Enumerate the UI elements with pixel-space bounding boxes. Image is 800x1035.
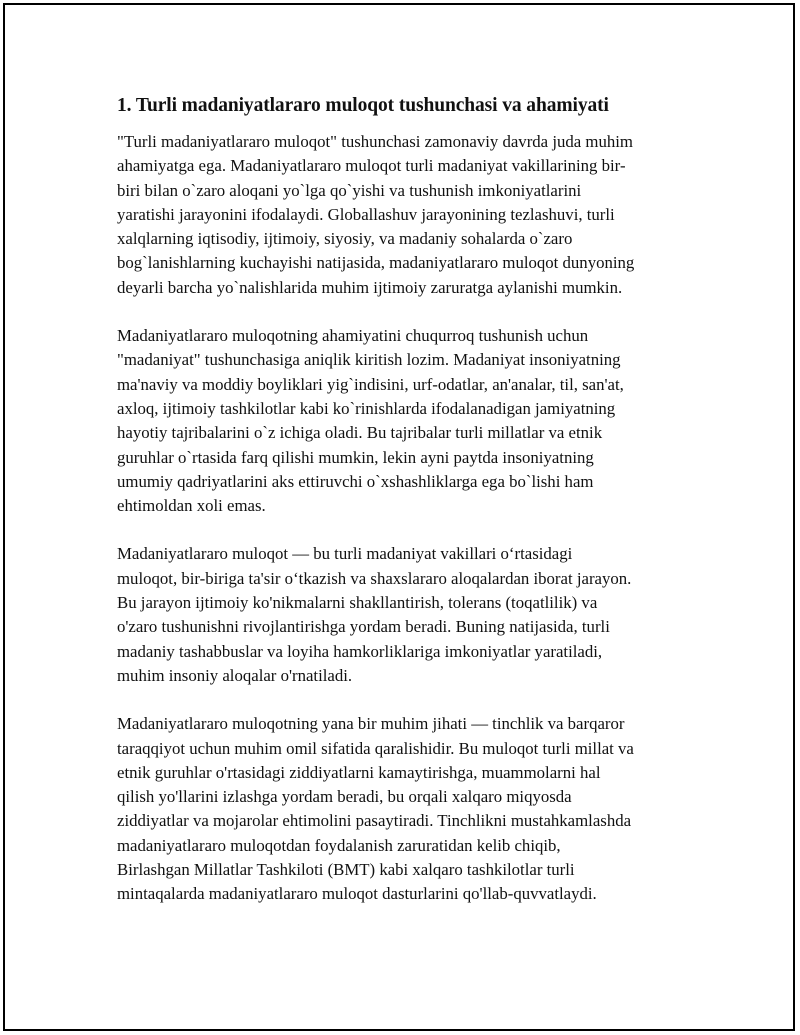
text-line: biri bilan o`zaro aloqani yo`lga qo`yishi va tushunish imkoniyatlarini xyxy=(117,180,582,200)
text-line: Madaniyatlararo muloqot — bu turli madaniyat vakillari o‘rtasidagi xyxy=(117,544,573,564)
paragraph-2 xyxy=(117,324,689,518)
text-line: madaniyatlararo muloqotdan foydalanish zaruratidan kelib chiqib, xyxy=(117,835,561,855)
text-line: deyarli barcha yo`nalishlarida muhim ijtimoiy zaruratga aylanishi mumkin. xyxy=(117,277,623,297)
text-line: etnik guruhlar o'rtasidagi ziddiyatlarni kamaytirishga, muammolarni hal xyxy=(117,762,601,782)
text-line: "Turli madaniyatlararo muloqot" tushunchasi zamonaviy davrda juda muhim xyxy=(117,132,633,151)
text-line: Madaniyatlararo muloqotning ahamiyatini chuqurroq tushunish uchun xyxy=(117,326,589,346)
paragraph-1 xyxy=(117,130,689,300)
text-line: ma'naviy va moddiy boyliklari yig`indisini, urf-odatlar, an'analar, til, san'at, xyxy=(117,374,624,394)
text-line: Birlashgan Millatlar Tashkiloti (BMT) kabi xalqaro tashkilotlar turli xyxy=(117,860,575,880)
text-line: "madaniyat" tushunchasiga aniqlik kiritish lozim. Madaniyat insoniyatning xyxy=(117,350,621,370)
text-line: ahamiyatga ega. Madaniyatlararo muloqot turli madaniyat vakillarining bir- xyxy=(117,156,626,176)
text-line: mintaqalarda madaniyatlararo muloqot dasturlarini qo'llab-quvvatlaydi. xyxy=(117,884,597,904)
text-line: muhim insoniy aloqalar o'rnatiladi. xyxy=(117,665,353,685)
text-line: muloqot, bir-biriga ta'sir o‘tkazish va shaxslararo aloqalardan iborat jarayon. xyxy=(117,568,632,588)
text-line: guruhlar o`rtasida farq qilishi mumkin, lekin ayni paytda insoniyatning xyxy=(117,447,594,467)
paragraph-3 xyxy=(117,542,689,688)
text-line: xalqlarning iqtisodiy, ijtimoiy, siyosiy, va madaniy sohalarda o`zaro xyxy=(117,229,573,249)
text-line: Madaniyatlararo muloqotning yana bir muhim jihati — tinchlik va barqaror xyxy=(117,714,625,734)
text-line: o'zaro tushunishni rivojlantirishga yordam beradi. Buning natijasida, turli xyxy=(117,617,610,637)
text-line: hayotiy tajribalarini o`z ichiga oladi. Bu tajribalar turli millatlar va etnik xyxy=(117,423,603,443)
paragraph-4 xyxy=(117,712,689,906)
text-line: qilish yo'llarini izlashga yordam beradi, bu orqali xalqaro miqyosda xyxy=(117,787,572,807)
text-line: ehtimoldan xoli emas. xyxy=(117,496,266,516)
text-line: bog`lanishlarning kuchayishi natijasida, madaniyatlararo muloqot dunyoning xyxy=(117,253,635,273)
document-body xyxy=(117,93,689,931)
text-line: madaniy tashabbuslar va loyiha hamkorliklariga imkoniyatlar yaratiladi, xyxy=(117,641,603,661)
section-heading: 1. Turli madaniyatlararo muloqot tushunchasi va ahamiyati xyxy=(117,95,609,116)
text-line: umumiy qadriyatlarini aks ettiruvchi o`xshashliklarga ega bo`lishi ham xyxy=(117,471,594,491)
text-line: yaratishi jarayonini ifodalaydi. Globallashuv jarayonining tezlashuvi, turli xyxy=(117,204,615,224)
text-line: taraqqiyot uchun muhim omil sifatida qaralishidir. Bu muloqot turli millat va xyxy=(117,738,634,758)
text-line: Bu jarayon ijtimoiy ko'nikmalarni shakllantirish, tolerans (toqatlilik) va xyxy=(117,593,598,613)
text-line: axloq, ijtimoiy tashkilotlar kabi ko`rinishlarda ifodalanadigan jamiyatning xyxy=(117,398,616,418)
text-line: ziddiyatlar va mojarolar ehtimolini pasaytiradi. Tinchlikni mustahkamlashda xyxy=(117,811,632,831)
